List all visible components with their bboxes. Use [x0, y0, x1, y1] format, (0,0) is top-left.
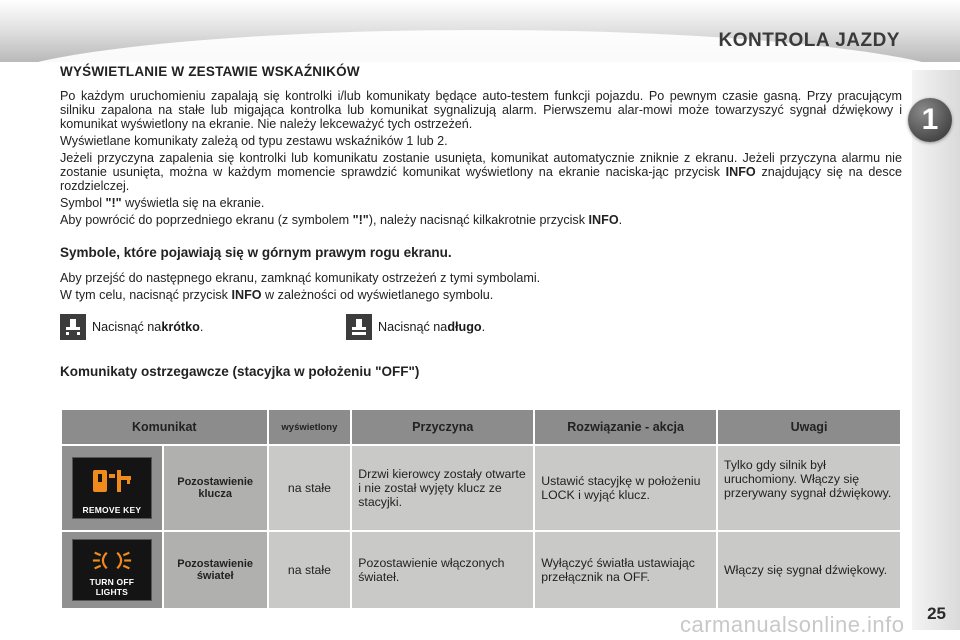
header-cause: Przyczyna	[352, 410, 533, 444]
header-display: wyświetlony	[269, 410, 351, 444]
press-short-icon	[60, 314, 86, 340]
warnings-title: Komunikaty ostrzegawcze (stacyjka w położeniu "OFF")	[60, 364, 420, 379]
display-mode: na stałe	[269, 446, 351, 530]
press-instructions	[60, 314, 902, 344]
paragraph-3: Jeżeli przyczyna zapalenia się kontrolki lub komunikatu zostanie usunięta, komunikat automatycznie zniknie z ekranu. Jeżeli przyczyna alarmu nie zostanie usunięta, można w każdym momencie sprawdzić komunikat wyświetlony na ekranie naciska-jąc przycisk INFO znajdujący się na desce rozdzielczej.	[60, 151, 902, 193]
table-row	[62, 446, 900, 530]
display-mode: na stałe	[269, 532, 351, 608]
action-text: Wyłączyć światła ustawiając przełącznik na OFF.	[535, 532, 716, 608]
icon-cell	[62, 446, 162, 530]
section-title: WYŚWIETLANIE W ZESTAWIE WSKAŹNIKÓW	[60, 64, 360, 79]
chapter-badge: 1	[908, 98, 952, 142]
info-keyword: INFO	[725, 165, 756, 179]
cause-text: Drzwi kierowcy zostały otwarte i nie został wyjęty klucz ze stacyjki.	[352, 446, 533, 530]
remove-key-icon: REMOVE KEY	[72, 457, 152, 519]
symbol-keyword: "!"	[105, 196, 122, 210]
symbols-paragraph-1: Aby przejść do następnego ekranu, zamknąć komunikaty ostrzeżeń z tymi symbolami.	[60, 271, 541, 285]
page-number: 25	[927, 604, 946, 623]
info-keyword: INFO	[588, 213, 619, 227]
paragraph-4: Symbol "!" wyświetla się na ekranie.	[60, 196, 265, 210]
symbols-title: Symbole, które pojawiają się w górnym prawym rogu ekranu.	[60, 245, 452, 260]
paragraph-2: Wyświetlane komunikaty zależą od typu zestawu wskaźników 1 lub 2.	[60, 134, 448, 148]
message-name: Pozostawienie świateł	[164, 532, 267, 608]
side-strip	[912, 70, 960, 630]
press-long-icon	[346, 314, 372, 340]
page-header-title: KONTROLA JAZDY	[718, 30, 900, 51]
main-content	[60, 64, 902, 390]
paragraph-5: Aby powrócić do poprzedniego ekranu (z symbolem "!"), należy nacisnąć kilkakrotnie przycisk INFO.	[60, 213, 623, 227]
paragraph-1: Po każdym uruchomieniu zapalają się kontrolki i/lub komunikaty będące auto-testem funkcji pojazdu. Po pewnym czasie gasną. Przy pracującym silniku zapalona na stałe lub migająca kontrolka lub komunikat sygnalizują alarm. Pierwszemu alar-mowi może towarzyszyć sygnał dźwiękowy i komunikat wyświetlony na ekranie. Nie należy lekceważyć tych ostrzeżeń.	[60, 89, 902, 131]
table-row	[62, 532, 900, 608]
cause-text: Pozostawienie włączonych świateł.	[352, 532, 533, 608]
header-action: Rozwiązanie - akcja	[535, 410, 716, 444]
notes-text: Tylko gdy silnik był uruchomiony. Włączy się przerywany sygnał dźwiękowy.	[718, 446, 900, 530]
icon-cell	[62, 532, 162, 608]
message-name: Pozostawienie klucza	[164, 446, 267, 530]
header-komunikat: Komunikat	[62, 410, 267, 444]
press-short: Nacisnąć na krótko .	[60, 314, 203, 340]
warnings-table	[60, 408, 902, 610]
turn-off-lights-icon: TURN OFF LIGHTS	[72, 539, 152, 601]
press-long: Nacisnąć na długo .	[346, 314, 485, 340]
header-notes: Uwagi	[718, 410, 900, 444]
action-text: Ustawić stacyjkę w położeniu LOCK i wyjąć klucz.	[535, 446, 716, 530]
symbols-paragraph-2: W tym celu, nacisnąć przycisk INFO w zależności od wyświetlanego symbolu.	[60, 288, 494, 302]
watermark: carmanualsonline.info	[680, 612, 905, 637]
notes-text: Włączy się sygnał dźwiękowy.	[718, 532, 900, 608]
table-header-row	[62, 410, 900, 444]
